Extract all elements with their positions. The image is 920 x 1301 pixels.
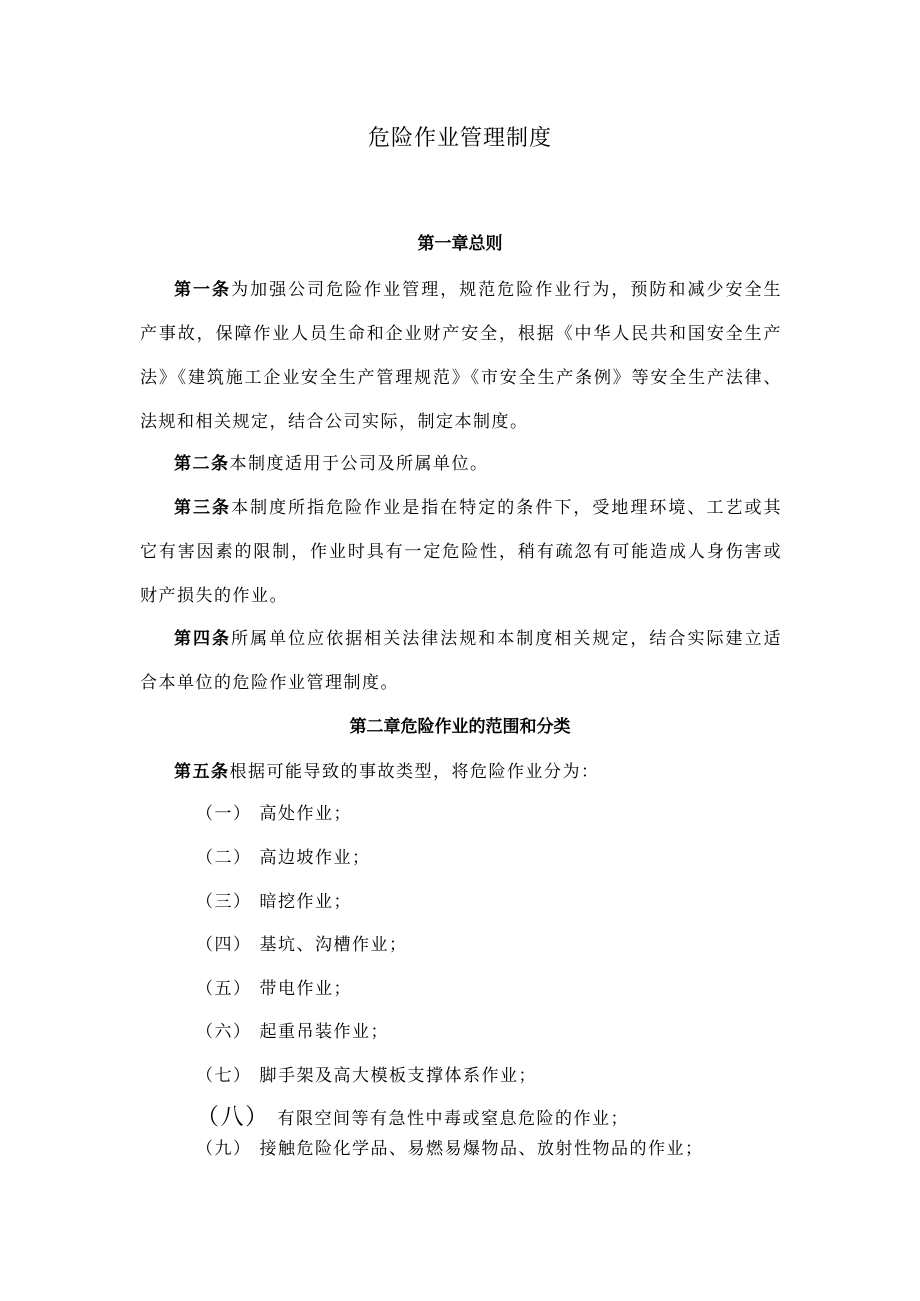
article-2 bbox=[140, 442, 782, 486]
list-item bbox=[196, 845, 371, 871]
item-number: （一） bbox=[196, 804, 252, 824]
article-lead: 第二条 bbox=[174, 454, 230, 474]
article-text: 所属单位应依据相关法律法规和本制度相关规定，结合实际建立适合本单位的危险作业管理制度。 bbox=[140, 629, 783, 693]
list-item bbox=[196, 1104, 629, 1132]
list-item bbox=[196, 932, 408, 958]
article-text: 为加强公司危险作业管理，规范危险作业行为，预防和减少安全生产事故，保障作业人员生命和企业财产安全，根据《中华人民共和国安全生产法》《建筑施工企业安全生产管理规范》《市安全生产条例》等安全生产法律、法规和相关规定，结合公司实际，制定本制度。 bbox=[140, 280, 783, 432]
item-text: 高处作业； bbox=[259, 804, 352, 824]
article-text: 本制度所指危险作业是指在特定的条件下，受地理环境、工艺或其它有害因素的限制，作业时具有一定危险性，稍有疏忽有可能造成人身伤害或财产损失的作业。 bbox=[140, 498, 783, 606]
article-1 bbox=[140, 268, 782, 444]
item-text: 基坑、沟槽作业； bbox=[259, 935, 408, 955]
item-text: 暗挖作业； bbox=[259, 892, 352, 912]
article-4 bbox=[140, 617, 782, 705]
item-text: 起重吊装作业； bbox=[259, 1022, 389, 1042]
item-number: （八） bbox=[196, 1104, 270, 1130]
item-number: （五） bbox=[196, 979, 252, 999]
article-3 bbox=[140, 486, 782, 618]
list-item bbox=[196, 1136, 704, 1162]
item-number: （六） bbox=[196, 1022, 252, 1042]
item-number: （二） bbox=[196, 848, 252, 868]
list-item bbox=[196, 1019, 389, 1045]
article-lead: 第五条 bbox=[174, 762, 230, 782]
item-number: （九） bbox=[196, 1139, 252, 1159]
chapter-heading-2: 第二章危险作业的范围和分类 bbox=[349, 717, 571, 737]
chapter-heading-1: 第一章总则 bbox=[417, 234, 503, 254]
list-item bbox=[196, 889, 352, 915]
list-item bbox=[196, 1063, 537, 1089]
article-lead: 第三条 bbox=[174, 498, 232, 518]
item-text: 带电作业； bbox=[259, 979, 352, 999]
item-text: 接触危险化学品、易燃易爆物品、放射性物品的作业； bbox=[259, 1139, 704, 1159]
article-text: 本制度适用于公司及所属单位。 bbox=[229, 454, 489, 474]
article-text: 根据可能导致的事故类型，将危险作业分为： bbox=[229, 762, 600, 782]
list-item bbox=[196, 801, 352, 827]
article-lead: 第四条 bbox=[174, 629, 232, 649]
item-number: （七） bbox=[196, 1066, 252, 1086]
article-5 bbox=[140, 750, 782, 794]
document-title: 危险作业管理制度 bbox=[367, 126, 552, 151]
item-text: 脚手架及高大模板支撑体系作业； bbox=[259, 1066, 537, 1086]
item-number: （四） bbox=[196, 935, 252, 955]
item-text: 有限空间等有急性中毒或窒息危险的作业； bbox=[277, 1109, 629, 1129]
item-number: （三） bbox=[196, 892, 252, 912]
list-item bbox=[196, 976, 352, 1002]
article-lead: 第一条 bbox=[174, 280, 232, 300]
item-text: 高边坡作业； bbox=[259, 848, 371, 868]
